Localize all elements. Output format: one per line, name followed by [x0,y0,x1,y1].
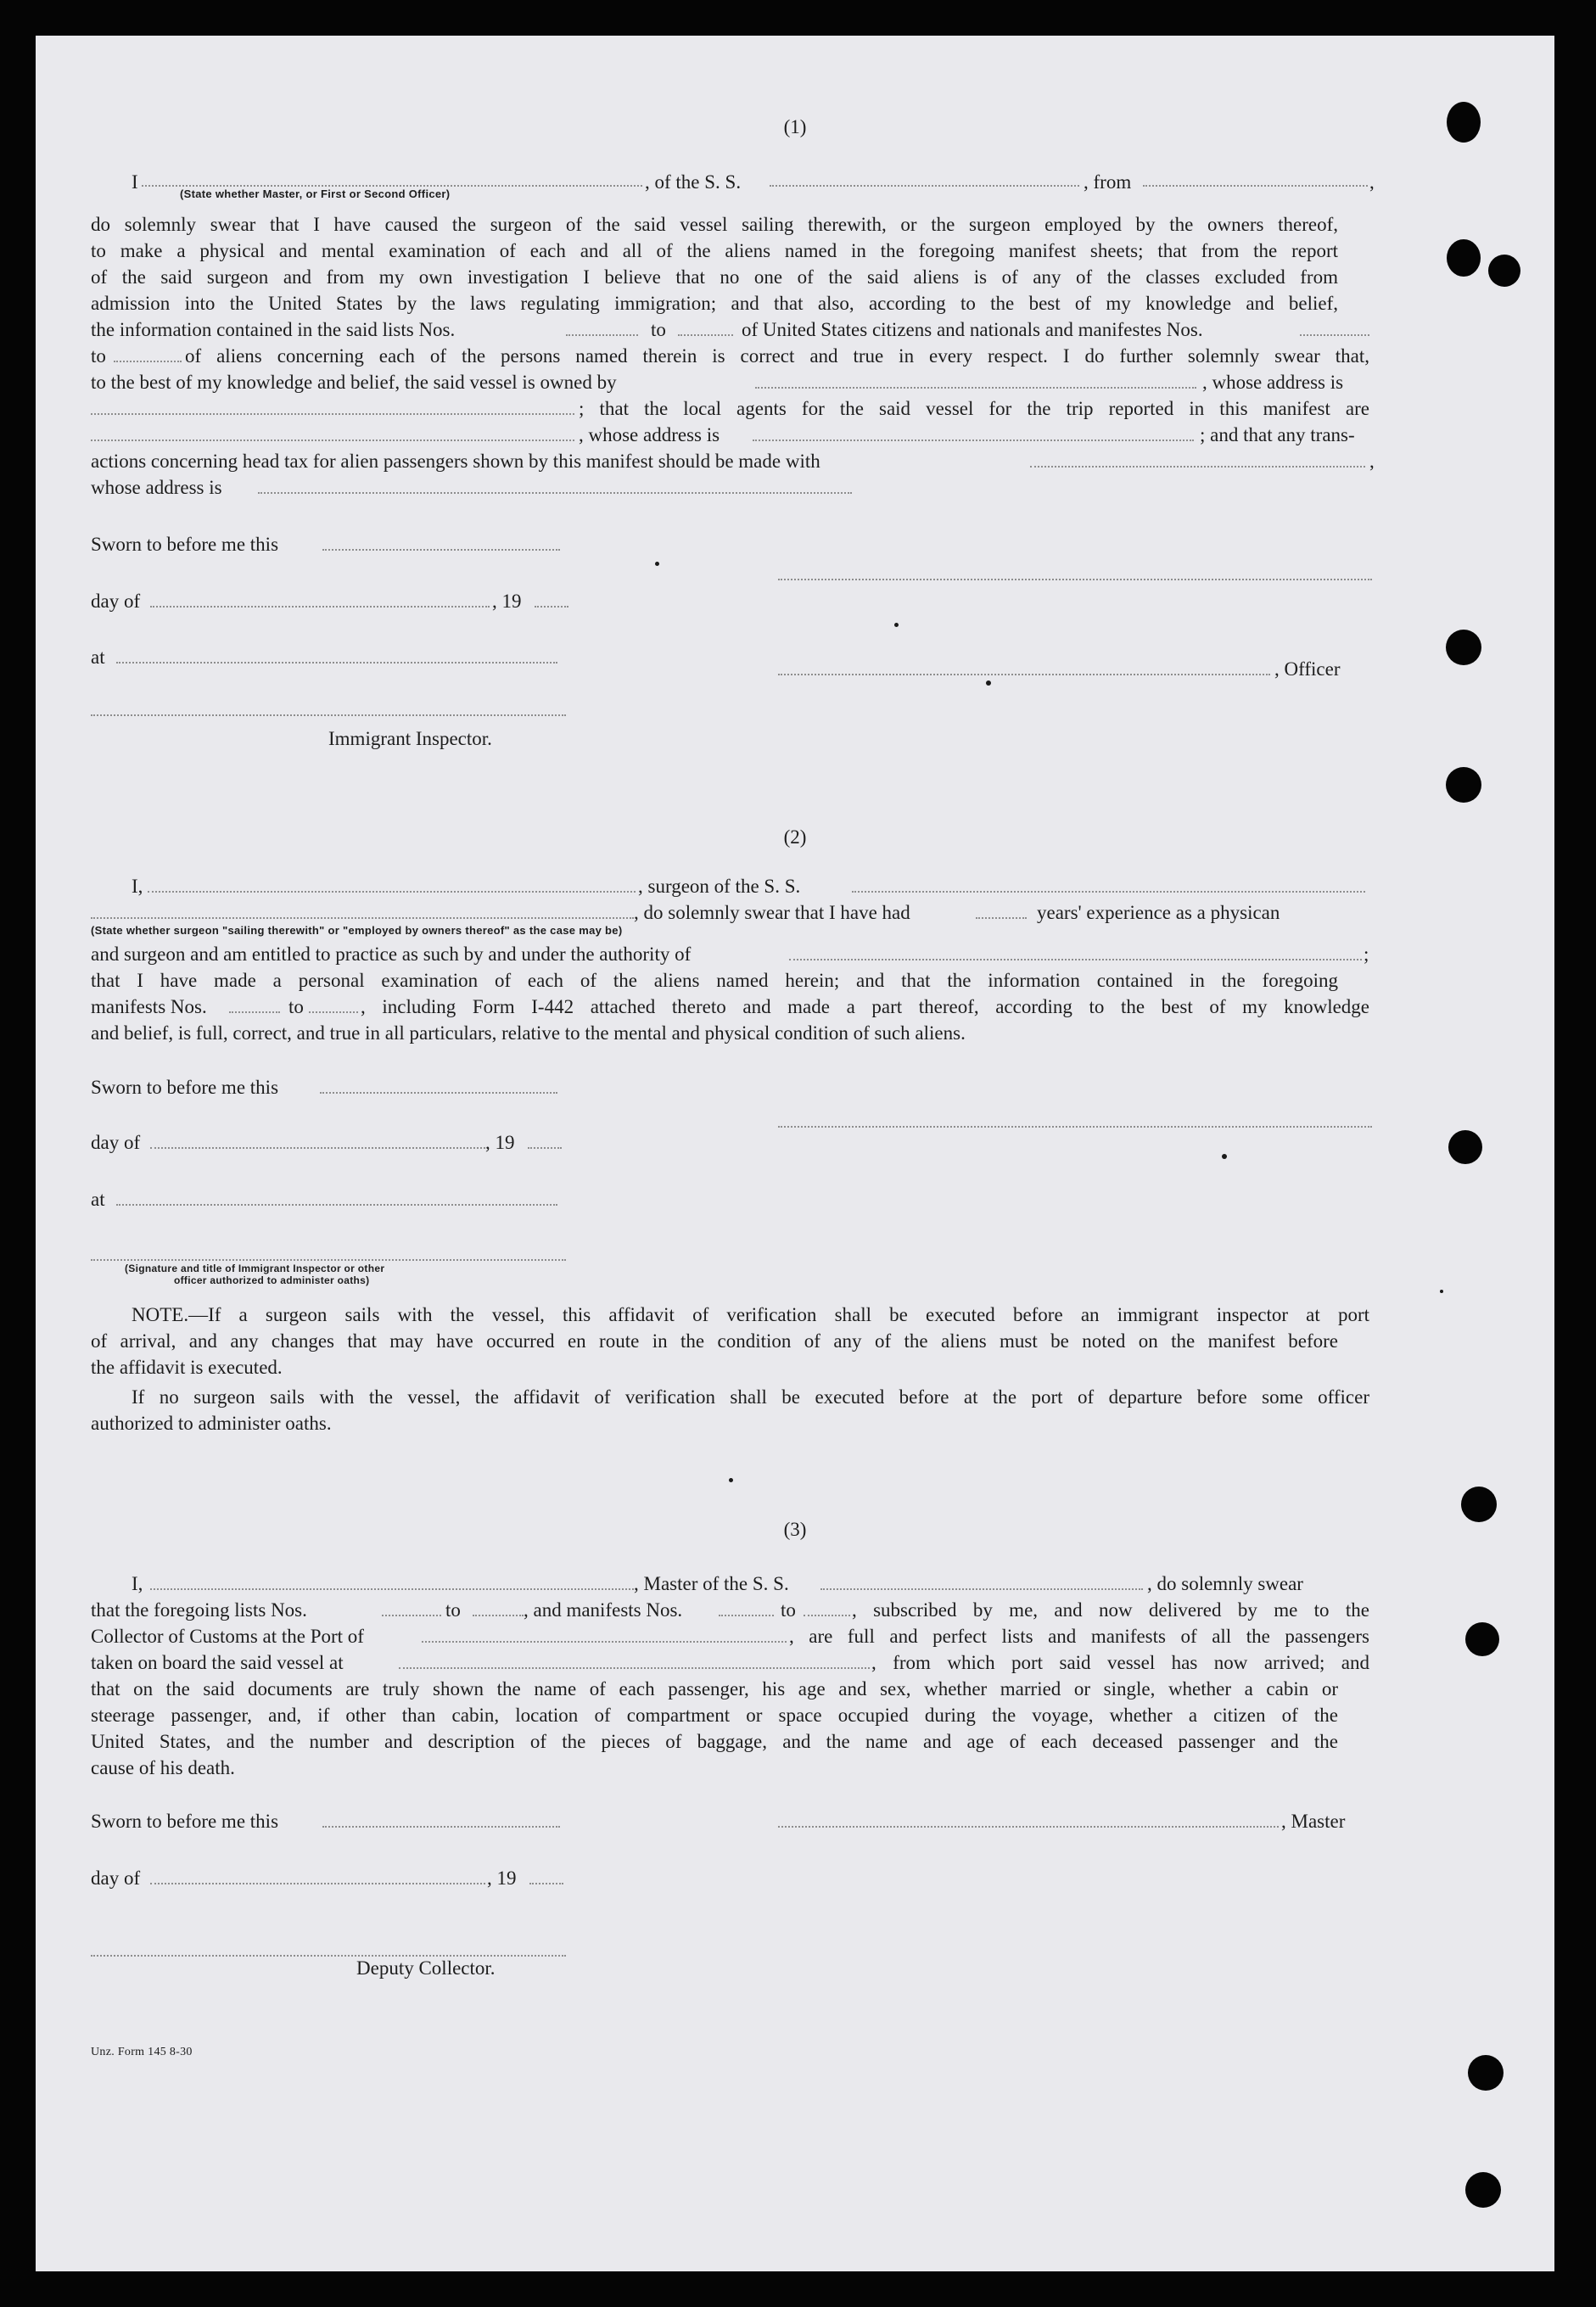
form-number: Unz. Form 145 8-30 [91,2046,193,2058]
s1-inspector-signature-field[interactable] [91,714,566,716]
s1-agents-field[interactable] [91,440,574,441]
s3-lists-to-field[interactable] [473,1615,524,1616]
s2-i-label: I, [132,876,143,897]
s3-sworn-day-field[interactable] [322,1826,560,1828]
punch-hole [1468,2055,1504,2091]
s1-from-field[interactable] [1143,185,1368,187]
s1-paragraph-line: of the said surgeon and from my own investigation I believe that no one of the said aliens is of any of the classes excluded from [91,266,1338,288]
note-line: of arrival, and any changes that may have occurred en route in the condition of any of the aliens must be noted on the manifest before [91,1330,1338,1352]
s1-from-label: , from [1084,171,1132,193]
s2-signature-note-1: (Signature and title of Immigrant Inspector or other [125,1263,385,1274]
s3-collector-label: Deputy Collector. [356,1957,496,1979]
s1-day-of-label: day of [91,591,141,612]
s2-sworn-day-field[interactable] [320,1092,557,1094]
manifest-affidavit-page: (1) I (State whether Master, or First or Second Officer) , of the S. S. , from , do solemnly swear that I have caused the surgeon of the said vessel sailing therewith, or the surgeon employed by the owners thereof, to make a physical and mental examination of each and all of the aliens named in the foregoing manifest sheets; that from the report of the said surgeon and from my own investigation I believe that no one of the said aliens is of any of the classes excluded from admission into the United States by the laws regulating immigration; and that also, according to the best of my knowledge and belief, the information contained in the said lists Nos. to of United States citizens and nationals and manifestes Nos. to of aliens concerning each of the persons named therein is correct and true in every respect. I do further solemnly swear that, to the best of my knowledge and belief, the said vessel is owned by , whose address is ; that the local agents for the said vessel for the trip reported in this manifest are , whose address is ; and that any trans- actions concerning head tax for alien passengers shown by this manifest should be made with , whose address is Sworn to before me this day of , 19 at , Officer Immigrant Inspector. (2) I, , surgeon of the S. S. , do solemnly swear that I have had years' experience as a physican (State whether surgeon "sailing therewith" or "employed by owners thereof" as the case may be) and surgeon and am entitled to practice as such by and under the authority of ; that I have made a personal examination of each of the aliens named herein; and that the information contained in the foregoing manifests Nos. to , including Form I-442 attached thereto and made a part thereof, according to the best of my knowledge and belief, is full, correct, and true in all particulars, relative to the mental and physical condition of such aliens. Sworn to before me this day of , 19 at (Signature and title of Immigrant Inspector or other officer authorized to administer oaths) NOTE.—If a surgeon sails with the vessel, this affidavit of verification shall be executed before an immigrant inspector at port of arrival, and any changes that may have occurred en route in the condition of any of the aliens must be noted on the manifest before the affidavit is executed. If no surgeon sails with the vessel, the affidavit of verification shall be executed before at the port of departure before some officer authorized to administer oaths. (3) I, , Master of the S. S. , do solemnly swear that the foregoing lists Nos. to , and manifests Nos. to , subscribed by me, and now delivered by me to the Collector of Customs at the Port of , are full and perfect lists and manifests of all the passengers taken on board the said vessel at , from which port said vessel has now arrived; and that on the said documents are truly shown the name of each passenger, his age and sex, whether married or single, whether a cabin or steerage passenger, and, if other than cabin, location of compartment or space occupied during the voyage, whether a citizen of the United States, and the number and description of the pieces of baggage, and the name and age of each deceased passenger and the cause of his death. Sworn to before me this , Master day of , 19 Deputy Collector. Unz. Form 145 8-30 [36,36,1554,2271]
punch-hole [1461,1487,1497,1522]
s1-sworn-label: Sworn to before me this [91,534,279,555]
s2-officer-signature-field[interactable] [91,1259,566,1261]
s1-sworn-day-field[interactable] [322,549,560,551]
s1-rank-note: (State whether Master, or First or Second Officer) [180,188,451,200]
s1-of-ss-label: , of the S. S. [645,171,742,193]
s2-vessel-field[interactable] [852,891,1365,893]
ink-speck [1440,1290,1443,1293]
punch-hole [1488,255,1520,287]
s2-signature-note-2: officer authorized to administer oaths) [174,1274,370,1286]
ink-speck [729,1478,733,1482]
s2-manifests-to-field[interactable] [309,1011,358,1013]
ink-speck [986,680,991,686]
s3-lists-from-field[interactable] [382,1615,441,1616]
punch-hole [1447,102,1481,143]
punch-hole [1465,1622,1499,1656]
note-line: the affidavit is executed. [91,1357,283,1378]
s3-master-name-field[interactable] [150,1588,634,1590]
s1-signature-field[interactable] [778,579,1372,580]
s1-owner-field[interactable] [755,387,1196,389]
s2-month-field[interactable] [150,1147,485,1149]
s3-master-label: , Master [1281,1811,1346,1832]
s1-month-field[interactable] [150,606,490,608]
s1-head-tax-address-field[interactable] [258,492,852,494]
s1-paragraph-line: admission into the United States by the laws regulating immigration; and that also, according to the best of my knowledge and belief, [91,293,1338,314]
s2-year-field[interactable] [528,1147,562,1149]
s2-years-field[interactable] [976,917,1027,919]
punch-hole [1446,630,1481,665]
s3-vessel-field[interactable] [820,1588,1143,1590]
s2-at-label: at [91,1189,105,1210]
punch-hole [1448,1130,1482,1164]
punch-hole [1465,2172,1501,2208]
s1-agents-address-field[interactable] [753,440,1194,441]
s1-head-tax-contact-field[interactable] [1030,466,1365,468]
s1-manifests-from-field[interactable] [1300,334,1369,336]
s1-paragraph-line: to make a physical and mental examination of each and all of the aliens named in the foregoing manifest sheets; that from the report [91,240,1338,261]
s1-lists-from-field[interactable] [566,334,638,336]
s1-lists-to-field[interactable] [678,334,733,336]
punch-hole [1446,767,1481,803]
s1-officer-label: , Officer [1274,658,1341,680]
s2-day-of-label: day of [91,1132,141,1153]
s2-place-field[interactable] [116,1204,557,1206]
s3-day-of-label: day of [91,1867,141,1889]
note-line: authorized to administer oaths. [91,1413,332,1434]
s1-owner-address-field[interactable] [91,413,574,415]
note-line: If no surgeon sails with the vessel, the affidavit of verification shall be executed before at the port of departure before some officer [132,1386,1369,1408]
s1-vessel-field[interactable] [770,185,1079,187]
s2-signature-field[interactable] [778,1126,1372,1128]
s1-place-field[interactable] [116,662,557,664]
punch-hole [1447,239,1481,277]
section-2-number: (2) [783,826,807,848]
s2-authority-field[interactable] [789,959,1362,960]
s3-master-signature-field[interactable] [778,1826,1279,1828]
ink-speck [1222,1154,1227,1159]
section-1-number: (1) [783,116,807,137]
s3-port-field[interactable] [422,1641,787,1643]
section-3-number: (3) [783,1519,807,1540]
s3-departure-port-field[interactable] [399,1667,870,1669]
s1-paragraph-line: do solemnly swear that I have caused the surgeon of the said vessel sailing therewith, or the surgeon employed by the owners thereof, [91,214,1338,235]
s3-i-label: I, [132,1573,143,1594]
s1-at-label: at [91,647,105,668]
s2-status-note: (State whether surgeon "sailing therewith" or "employed by owners thereof" as the case may be) [91,924,623,937]
s2-surgeon-name-field[interactable] [148,891,636,893]
s3-year-field[interactable] [529,1883,563,1884]
s3-month-field[interactable] [150,1883,485,1884]
ink-speck [655,562,659,566]
s2-sworn-label: Sworn to before me this [91,1077,279,1098]
ink-speck [894,623,899,627]
s3-manifests-to-field[interactable] [804,1615,850,1616]
s1-i-label: I [132,171,138,193]
s1-manifests-to-field[interactable] [114,361,182,362]
s1-officer-field[interactable] [778,674,1270,675]
s3-sworn-label: Sworn to before me this [91,1811,279,1832]
s3-manifests-from-field[interactable] [719,1615,774,1616]
note-line: NOTE.—If a surgeon sails with the vessel, this affidavit of verification shall be executed before an immigrant inspector at port [132,1304,1369,1325]
s1-inspector-label: Immigrant Inspector. [328,728,492,749]
s2-manifests-from-field[interactable] [229,1011,280,1013]
s1-year-field[interactable] [535,606,568,608]
